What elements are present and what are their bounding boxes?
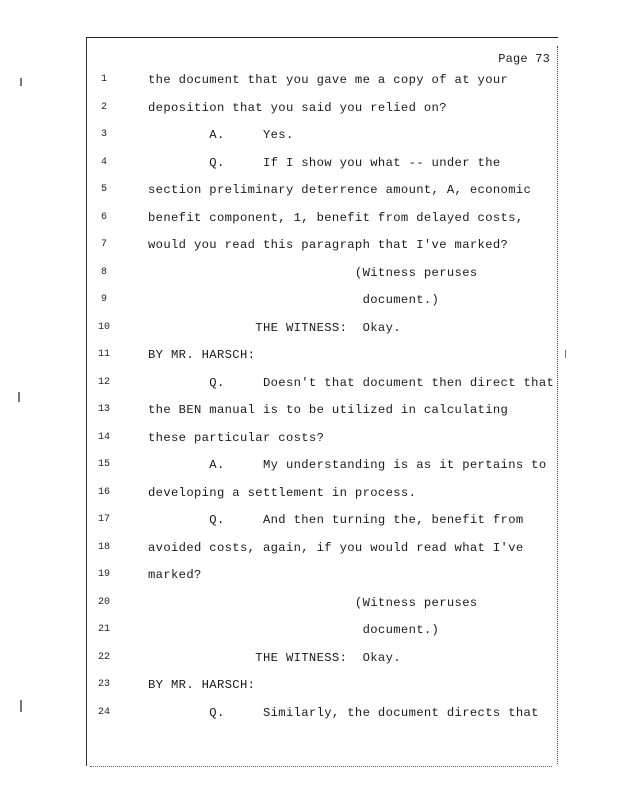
line-text: A. Yes. — [148, 128, 294, 142]
line-text: the BEN manual is to be utilized in calculating — [148, 403, 509, 417]
scan-speck — [18, 392, 20, 402]
scan-speck — [20, 78, 22, 86]
line-number: 6 — [100, 211, 107, 223]
line-text: THE WITNESS: Okay. — [148, 320, 401, 335]
line-text: benefit component, 1, benefit from delayed costs, — [148, 210, 524, 225]
line-text: deposition that you said you relied on? — [148, 100, 447, 115]
transcript-line — [0, 125, 618, 145]
transcript-line — [0, 400, 618, 420]
transcript-line — [0, 703, 618, 723]
line-text: (Witness peruses — [148, 595, 478, 610]
line-text: would you read this paragraph that I've marked? — [148, 238, 509, 252]
line-text: avoided costs, again, if you would read what I've — [148, 540, 524, 555]
transcript-line — [0, 483, 618, 503]
line-text: (Witness peruses — [148, 265, 478, 280]
line-number: 10 — [97, 321, 110, 333]
line-number: 21 — [97, 624, 110, 635]
line-number: 3 — [100, 129, 107, 140]
line-number: 15 — [97, 459, 110, 470]
line-text: THE WITNESS: Okay. — [148, 650, 401, 665]
line-text: BY MR. HARSCH: — [148, 678, 256, 692]
line-number: 20 — [97, 596, 110, 608]
line-text: developing a settlement in process. — [148, 485, 417, 500]
line-number: 13 — [97, 404, 110, 415]
line-text: BY MR. HARSCH: — [148, 348, 256, 362]
line-text: Q. And then turning the, benefit from — [148, 513, 524, 527]
transcript-line — [0, 455, 618, 475]
transcript-line — [0, 153, 618, 173]
transcript-line — [0, 538, 618, 558]
bottom-border — [90, 766, 552, 768]
transcript-line — [0, 428, 618, 448]
top-border — [86, 37, 558, 38]
transcript-line — [0, 208, 618, 228]
transcript-line — [0, 345, 618, 365]
line-number: 18 — [97, 541, 110, 553]
line-text: Q. Doesn't that document then direct that — [148, 375, 555, 390]
line-number: 4 — [100, 156, 107, 168]
line-number: 11 — [97, 349, 110, 360]
line-text: these particular costs? — [148, 430, 325, 445]
scan-speck — [20, 700, 22, 712]
line-number: 12 — [97, 376, 110, 388]
scan-speck — [565, 350, 566, 358]
line-number: 8 — [100, 266, 107, 278]
line-number: 23 — [97, 679, 110, 690]
transcript-line — [0, 675, 618, 695]
transcript-line — [0, 593, 618, 613]
line-number: 24 — [97, 706, 110, 718]
transcript-line — [0, 620, 618, 640]
transcript-line — [0, 290, 618, 310]
line-text: document.) — [148, 293, 440, 307]
line-text: Q. If I show you what -- under the — [148, 155, 501, 170]
line-number: 1 — [100, 74, 107, 85]
line-number: 5 — [100, 184, 107, 195]
transcript-line — [0, 98, 618, 118]
line-text: A. My understanding is as it pertains to — [148, 458, 547, 472]
transcript-line — [0, 648, 618, 668]
line-number: 19 — [97, 569, 110, 580]
line-text: marked? — [148, 568, 202, 582]
line-number: 9 — [100, 294, 107, 305]
transcript-line — [0, 180, 618, 200]
line-number: 17 — [97, 514, 110, 525]
transcript-line — [0, 263, 618, 283]
line-text: the document that you gave me a copy of at your — [148, 73, 509, 87]
transcript-line — [0, 318, 618, 338]
line-text: section preliminary deterrence amount, A, economic — [148, 183, 532, 197]
transcript-line — [0, 70, 618, 90]
line-number: 22 — [97, 651, 110, 663]
transcript-line — [0, 565, 618, 585]
line-text: Q. Similarly, the document directs that — [148, 705, 539, 720]
line-number: 7 — [100, 239, 107, 250]
line-number: 14 — [97, 431, 110, 443]
line-number: 16 — [97, 486, 110, 498]
transcript-line — [0, 510, 618, 530]
page-number: Page 73 — [498, 52, 550, 66]
transcript-line — [0, 373, 618, 393]
line-number: 2 — [100, 101, 107, 113]
line-text: document.) — [148, 623, 440, 637]
transcript-line — [0, 235, 618, 255]
